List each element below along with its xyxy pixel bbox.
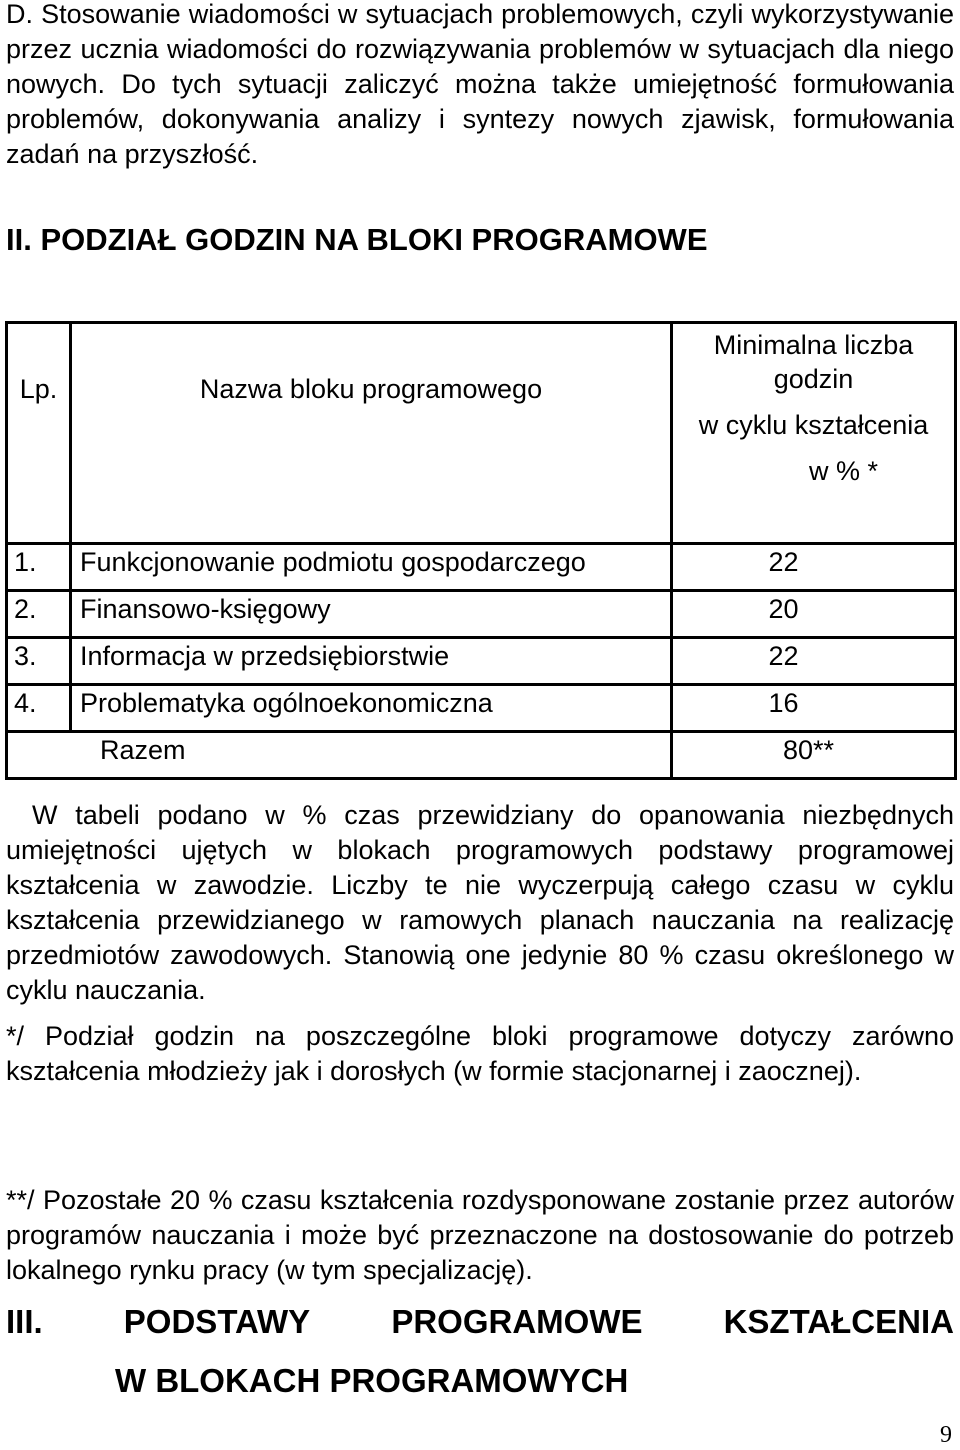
section-2-title: II. PODZIAŁ GODZIN NA BLOKI PROGRAMOWE — [6, 222, 708, 257]
section-3-word-1: PODSTAWY — [123, 1303, 311, 1340]
row-block-name: Funkcjonowanie podmiotu gospodarczego — [71, 544, 672, 591]
header-block-name: Nazwa bloku programowego — [71, 323, 672, 544]
header-hours-line-4: w % * — [808, 456, 879, 486]
section-3-title-line-2: W BLOKACH PROGRAMOWYCH — [115, 1362, 629, 1399]
table-header-row — [7, 323, 956, 544]
row-lp: 3. — [7, 638, 71, 685]
table-total-row — [7, 732, 956, 779]
section-3-title-line-1 — [6, 1301, 954, 1343]
row-lp: 1. — [7, 544, 71, 591]
row-hours: 16 — [672, 685, 956, 732]
row-hours: 22 — [672, 638, 956, 685]
row-lp: 2. — [7, 591, 71, 638]
section-3-word-2: PROGRAMOWE — [391, 1303, 643, 1340]
footnote-2: **/ Pozostałe 20 % czasu kształcenia rozdysponowane zostanie przez autorów programów nauczania i może być przeznaczone na dostosowanie do potrzeb lokalnego rynku pracy (w tym specjalizację). — [6, 1185, 954, 1285]
row-block-name: Problematyka ogólnoekonomiczna — [71, 685, 672, 732]
header-hours-line-1: Minimalna liczba — [713, 330, 914, 360]
row-lp: 4. — [7, 685, 71, 732]
header-hours-line-3: w cyklu kształcenia — [698, 410, 929, 440]
footnote-1: */ Podział godzin na poszczególne bloki programowe dotyczy zarówno kształcenia młodzieży jak i dorosłych (w formie stacjonarnej i zaocznej). — [6, 1021, 954, 1086]
table-row — [7, 544, 956, 591]
row-hours: 22 — [672, 544, 956, 591]
table-note-paragraph: W tabeli podano w % czas przewidziany do opanowania niezbędnych umiejętności ujętych w blokach programowych podstawy programowej kształcenia w zawodzie. Liczby te nie wyczerpują całego czasu w cyklu kształcenia przewidzianego w ramowych planach nauczania na realizację przedmiotów zawodowych. Stanowią one jedynie 80 % czasu określonego w cyklu nauczania. — [6, 800, 954, 1005]
section-3-number: III. — [6, 1303, 43, 1340]
intro-paragraph: D. Stosowanie wiadomości w sytuacjach problemowych, czyli wykorzystywanie przez ucznia wiadomości do rozwiązywania problemów w sytuacjach dla niego nowych. Do tych sytuacji zaliczyć można także umiejętność formułowania problemów, dokonywania analizy i syntezy nowych zjawisk, formułowania zadań na przyszłość. — [6, 0, 954, 169]
row-block-name: Informacja w przedsiębiorstwie — [71, 638, 672, 685]
header-lp: Lp. — [7, 323, 71, 544]
header-min-hours — [672, 323, 956, 544]
total-value: 80** — [672, 732, 956, 779]
total-label: Razem — [7, 732, 672, 779]
table-row — [7, 685, 956, 732]
page-number: 9 — [940, 1422, 952, 1448]
row-hours: 20 — [672, 591, 956, 638]
program-blocks-table — [5, 321, 957, 780]
header-hours-line-2: godzin — [773, 364, 854, 394]
row-block-name: Finansowo-księgowy — [71, 591, 672, 638]
section-3-word-3: KSZTAŁCENIA — [723, 1303, 954, 1340]
table-row — [7, 638, 956, 685]
table-row — [7, 591, 956, 638]
